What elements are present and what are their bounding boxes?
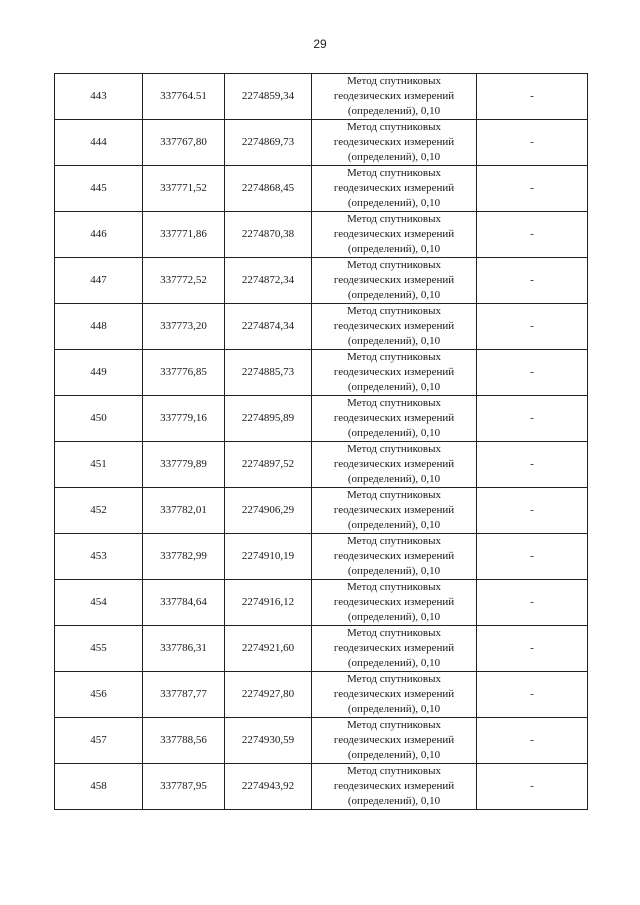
table-row <box>55 442 588 488</box>
method-text-line: Метод спутниковых <box>347 213 441 225</box>
coordinate-y-cell: 2274943,92 <box>225 764 312 810</box>
method-cell <box>312 580 477 626</box>
coordinate-y-cell: 2274874,34 <box>225 304 312 350</box>
method-text-line: Метод спутниковых <box>347 167 441 179</box>
method-text-line: Метод спутниковых <box>347 581 441 593</box>
method-text-line: Метод спутниковых <box>347 259 441 271</box>
coordinate-y-cell: 2274870,38 <box>225 212 312 258</box>
note-cell: - <box>477 396 588 442</box>
method-text-line: геодезических измерений <box>333 412 455 424</box>
table-row <box>55 350 588 396</box>
method-text-line: (определений), 0,10 <box>347 565 441 577</box>
coordinate-x-cell: 337771,86 <box>143 212 225 258</box>
coordinates-table <box>54 73 588 810</box>
point-number-cell: 443 <box>55 74 143 120</box>
coordinate-x-cell: 337773,20 <box>143 304 225 350</box>
method-text-line: геодезических измерений <box>333 550 455 562</box>
point-number-cell: 458 <box>55 764 143 810</box>
method-cell <box>312 442 477 488</box>
table-row <box>55 166 588 212</box>
note-cell: - <box>477 166 588 212</box>
note-cell: - <box>477 626 588 672</box>
note-cell: - <box>477 258 588 304</box>
note-cell: - <box>477 74 588 120</box>
coordinate-y-cell: 2274916,12 <box>225 580 312 626</box>
method-text-line: (определений), 0,10 <box>347 657 441 669</box>
table-row <box>55 488 588 534</box>
method-text-line: геодезических измерений <box>333 136 455 148</box>
point-number-cell: 450 <box>55 396 143 442</box>
method-text-line: Метод спутниковых <box>347 121 441 133</box>
method-cell <box>312 488 477 534</box>
method-text-line: Метод спутниковых <box>347 351 441 363</box>
note-cell: - <box>477 718 588 764</box>
note-cell: - <box>477 304 588 350</box>
coordinates-table-body <box>55 74 588 810</box>
coordinate-x-cell: 337772,52 <box>143 258 225 304</box>
table-row <box>55 120 588 166</box>
table-row <box>55 258 588 304</box>
method-cell <box>312 534 477 580</box>
method-text-line: Метод спутниковых <box>347 75 441 87</box>
point-number-cell: 447 <box>55 258 143 304</box>
method-text-line: Метод спутниковых <box>347 765 441 777</box>
method-text-line: геодезических измерений <box>333 734 455 746</box>
method-text-line: геодезических измерений <box>333 642 455 654</box>
method-text-line: геодезических измерений <box>333 228 455 240</box>
coordinate-x-cell: 337782,99 <box>143 534 225 580</box>
method-text-line: геодезических измерений <box>333 274 455 286</box>
method-text-line: (определений), 0,10 <box>347 519 441 531</box>
coordinate-y-cell: 2274859,34 <box>225 74 312 120</box>
coordinate-x-cell: 337776,85 <box>143 350 225 396</box>
method-text-line: (определений), 0,10 <box>347 289 441 301</box>
method-cell <box>312 350 477 396</box>
coordinate-y-cell: 2274921,60 <box>225 626 312 672</box>
method-text-line: Метод спутниковых <box>347 305 441 317</box>
point-number-cell: 454 <box>55 580 143 626</box>
point-number-cell: 456 <box>55 672 143 718</box>
coordinate-y-cell: 2274885,73 <box>225 350 312 396</box>
method-text-line: (определений), 0,10 <box>347 197 441 209</box>
table-row <box>55 764 588 810</box>
method-text-line: (определений), 0,10 <box>347 795 441 807</box>
point-number-cell: 451 <box>55 442 143 488</box>
method-text-line: (определений), 0,10 <box>347 473 441 485</box>
coordinate-x-cell: 337787,95 <box>143 764 225 810</box>
table-row <box>55 718 588 764</box>
method-text-line: (определений), 0,10 <box>347 243 441 255</box>
coordinate-x-cell: 337767,80 <box>143 120 225 166</box>
method-text-line: геодезических измерений <box>333 596 455 608</box>
method-text-line: Метод спутниковых <box>347 673 441 685</box>
method-text-line: Метод спутниковых <box>347 489 441 501</box>
method-cell <box>312 304 477 350</box>
table-row <box>55 304 588 350</box>
note-cell: - <box>477 672 588 718</box>
method-text-line: геодезических измерений <box>333 780 455 792</box>
note-cell: - <box>477 580 588 626</box>
note-cell: - <box>477 442 588 488</box>
note-cell: - <box>477 120 588 166</box>
coordinate-x-cell: 337764.51 <box>143 74 225 120</box>
coordinate-x-cell: 337782,01 <box>143 488 225 534</box>
coordinate-x-cell: 337779,16 <box>143 396 225 442</box>
method-cell <box>312 626 477 672</box>
method-cell <box>312 166 477 212</box>
method-cell <box>312 120 477 166</box>
point-number-cell: 446 <box>55 212 143 258</box>
coordinate-y-cell: 2274868,45 <box>225 166 312 212</box>
coordinate-x-cell: 337771,52 <box>143 166 225 212</box>
note-cell: - <box>477 488 588 534</box>
coordinate-x-cell: 337786,31 <box>143 626 225 672</box>
point-number-cell: 452 <box>55 488 143 534</box>
coordinate-y-cell: 2274895,89 <box>225 396 312 442</box>
method-text-line: геодезических измерений <box>333 688 455 700</box>
method-text-line: геодезических измерений <box>333 458 455 470</box>
method-text-line: Метод спутниковых <box>347 443 441 455</box>
method-text-line: геодезических измерений <box>333 182 455 194</box>
table-row <box>55 212 588 258</box>
table-row <box>55 580 588 626</box>
method-text-line: (определений), 0,10 <box>347 703 441 715</box>
point-number-cell: 453 <box>55 534 143 580</box>
coordinate-x-cell: 337788,56 <box>143 718 225 764</box>
method-cell <box>312 764 477 810</box>
page-number: 29 <box>313 37 327 51</box>
coordinate-x-cell: 337787,77 <box>143 672 225 718</box>
coordinate-x-cell: 337779,89 <box>143 442 225 488</box>
note-cell: - <box>477 764 588 810</box>
method-cell <box>312 672 477 718</box>
coordinate-y-cell: 2274906,29 <box>225 488 312 534</box>
method-text-line: (определений), 0,10 <box>347 427 441 439</box>
method-text-line: геодезических измерений <box>333 366 455 378</box>
table-row <box>55 672 588 718</box>
method-text-line: Метод спутниковых <box>347 719 441 731</box>
table-row <box>55 396 588 442</box>
method-text-line: (определений), 0,10 <box>347 105 441 117</box>
note-cell: - <box>477 534 588 580</box>
table-row <box>55 626 588 672</box>
point-number-cell: 444 <box>55 120 143 166</box>
coordinate-y-cell: 2274897,52 <box>225 442 312 488</box>
method-text-line: (определений), 0,10 <box>347 151 441 163</box>
coordinate-y-cell: 2274869,73 <box>225 120 312 166</box>
coordinate-y-cell: 2274930,59 <box>225 718 312 764</box>
coordinate-y-cell: 2274872,34 <box>225 258 312 304</box>
method-text-line: геодезических измерений <box>333 90 455 102</box>
method-text-line: Метод спутниковых <box>347 535 441 547</box>
point-number-cell: 455 <box>55 626 143 672</box>
method-text-line: Метод спутниковых <box>347 627 441 639</box>
method-text-line: геодезических измерений <box>333 320 455 332</box>
method-cell <box>312 212 477 258</box>
method-cell <box>312 74 477 120</box>
method-text-line: (определений), 0,10 <box>347 611 441 623</box>
table-row <box>55 74 588 120</box>
method-text-line: Метод спутниковых <box>347 397 441 409</box>
note-cell: - <box>477 350 588 396</box>
table-row <box>55 534 588 580</box>
point-number-cell: 457 <box>55 718 143 764</box>
method-cell <box>312 718 477 764</box>
coordinate-x-cell: 337784,64 <box>143 580 225 626</box>
point-number-cell: 445 <box>55 166 143 212</box>
method-cell <box>312 396 477 442</box>
note-cell: - <box>477 212 588 258</box>
method-text-line: (определений), 0,10 <box>347 749 441 761</box>
point-number-cell: 449 <box>55 350 143 396</box>
method-text-line: геодезических измерений <box>333 504 455 516</box>
coordinate-y-cell: 2274927,80 <box>225 672 312 718</box>
method-text-line: (определений), 0,10 <box>347 381 441 393</box>
point-number-cell: 448 <box>55 304 143 350</box>
coordinate-y-cell: 2274910,19 <box>225 534 312 580</box>
method-text-line: (определений), 0,10 <box>347 335 441 347</box>
method-cell <box>312 258 477 304</box>
